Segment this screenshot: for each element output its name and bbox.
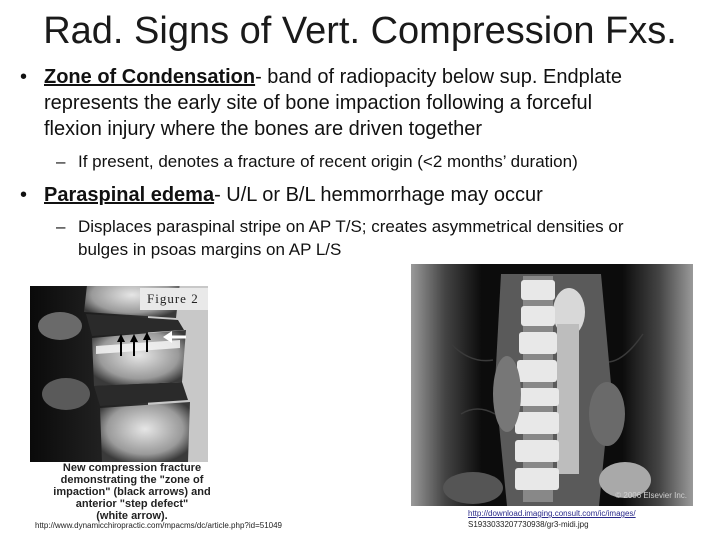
white-arrow-icon [162,330,188,344]
sub-bullet-text-line-1: Displaces paraspinal stripe on AP T/S; creates asymmetrical densities or [78,217,624,236]
bullet-line-1 [44,64,622,90]
bullet-heading-rest: - band of radiopacity below sup. Endplate [255,66,622,88]
sub-bullet-text: If present, denotes a fracture of recent origin (<2 months’ duration) [78,152,578,171]
bullet-line-2: represents the early site of bone impaction following a forceful [44,92,593,114]
bullet-marker: • [20,184,28,206]
bullet-paraspinal-edema [20,182,710,210]
bullet-line-3: flexion injury where the bones are driven together [44,118,483,140]
caption-line: (white arrow). [96,510,168,522]
caption-line: New compression fracture [62,462,202,474]
slide-title: Rad. Signs of Vert. Compression Fxs. [43,10,677,52]
bullet-heading: Paraspinal edema [44,184,215,206]
credit-left: http://www.dynamicchiropractic.com/mpacms/dc/article.php?id=51049 [35,521,282,530]
bullet-line-1 [44,182,543,208]
credit-right-link[interactable]: http://download.imaging.consult.com/ic/images/ [468,509,636,518]
credit-right-line-2: S1933033207730938/gr3-midi.jpg [468,520,589,529]
figure-label: Figure 2 [147,291,199,306]
ct-image [411,264,693,506]
bullet-zone-of-condensation [20,64,710,144]
xray-caption [52,462,212,522]
bullet-heading-rest: - U/L or B/L hemmorrhage may occur [214,184,543,206]
sub-bullet-paraspinal-stripe [56,216,716,262]
ct-illustration [411,264,693,506]
ct-copyright: © 2006 Elsevier Inc. [615,491,687,500]
bullet-marker: • [20,66,28,88]
credit-right [468,508,636,530]
sub-bullet-marker: – [56,217,66,236]
xray-illustration [30,286,208,462]
sub-bullet-text-line-2: bulges in psoas margins on AP L/S [78,240,342,259]
sub-bullet-marker: – [56,152,66,171]
caption-line: anterior "step defect" [75,498,189,510]
black-arrows-icon [116,332,156,358]
caption-line: demonstrating the "zone of [60,474,204,486]
caption-line: impaction" (black arrows) and [53,486,211,498]
bullet-heading: Zone of Condensation [44,66,256,88]
xray-image [30,286,208,462]
sub-bullet-recent-origin [56,151,716,175]
